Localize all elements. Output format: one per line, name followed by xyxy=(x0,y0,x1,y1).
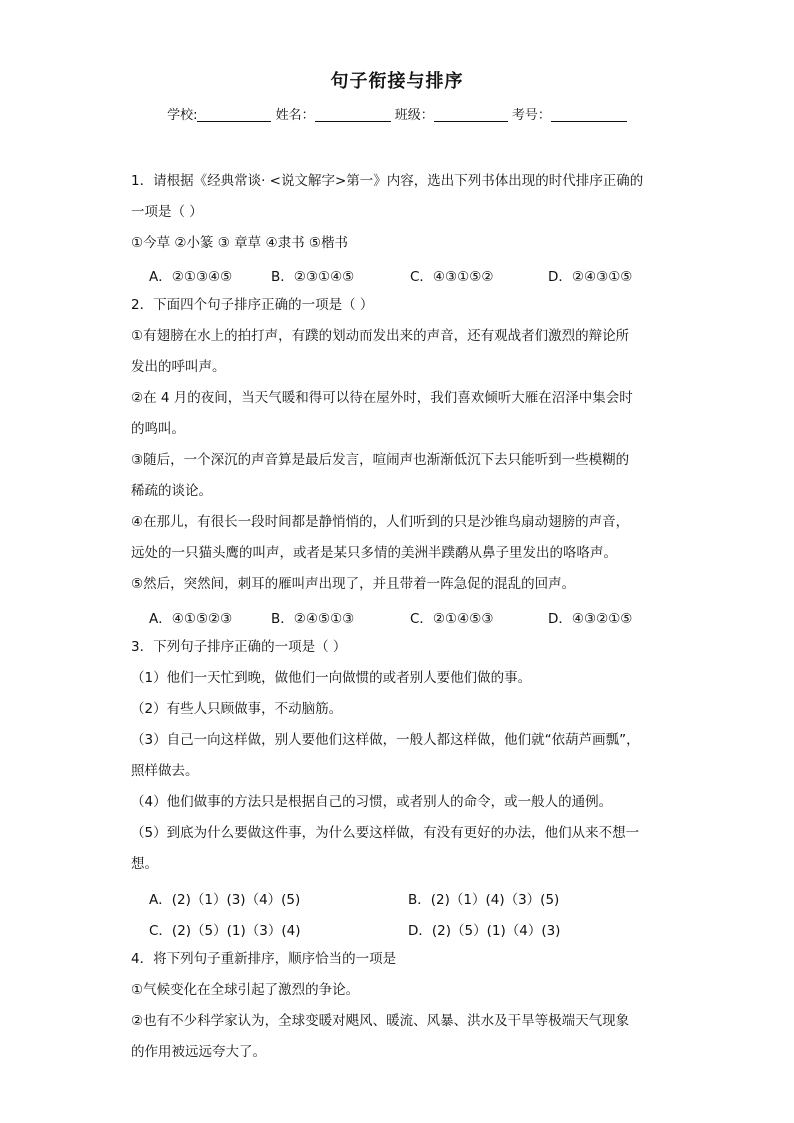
question-stem: 3．下列句子排序正确的一项是（ ） xyxy=(131,639,347,655)
sentence-2-cont: 的鸣叫。 xyxy=(131,421,185,437)
class-label: 班级： xyxy=(394,108,434,123)
option-a[interactable]: A．(2)（1）(3)（4）(5) xyxy=(149,892,301,908)
school-blank[interactable] xyxy=(197,107,271,122)
school-label: 学校: xyxy=(167,108,198,123)
sentence-5: ⑤然后，突然间，刺耳的雁叫声出现了，并且带着一阵急促的混乱的回声。 xyxy=(131,576,576,592)
sentence-2-cont: 的作用被远远夸大了。 xyxy=(131,1044,266,1060)
question-3 xyxy=(131,632,661,880)
name-blank[interactable] xyxy=(315,107,391,122)
sentence-2: ②也有不少科学家认为，全球变暖对飓风、暖流、风暴、洪水及干旱等极端天气现象 xyxy=(131,1013,630,1029)
question-1 xyxy=(131,166,661,259)
option-b[interactable]: B．②③①④⑤ xyxy=(271,269,355,285)
sentence-3-cont: 照样做去。 xyxy=(131,763,199,779)
student-info-line xyxy=(0,104,794,123)
option-b[interactable]: B．(2)（1）(4)（3）(5) xyxy=(408,892,560,908)
sentence-2: ②在 4 月的夜间，当天气暖和得可以待在屋外时，我们喜欢倾听大雁在沼泽中集会时 xyxy=(131,390,633,406)
question-stem: 4．将下列句子重新排序，顺序恰当的一项是 xyxy=(131,951,397,967)
question-2 xyxy=(131,290,661,600)
sentence-3: ③随后，一个深沉的声音算是最后发言，喧闹声也渐渐低沉下去只能听到一些模糊的 xyxy=(131,452,630,468)
option-a[interactable]: A．②①③④⑤ xyxy=(149,269,233,285)
exam-no-label: 考号： xyxy=(511,108,551,123)
option-c[interactable]: C．④③①⑤② xyxy=(410,269,494,285)
question-items: ①今草 ②小篆 ③ 章草 ④隶书 ⑤楷书 xyxy=(131,235,348,251)
class-blank[interactable] xyxy=(434,107,508,122)
option-b[interactable]: B．②④⑤①③ xyxy=(271,611,355,627)
question-stem: 2．下面四个句子排序正确的一项是（ ） xyxy=(131,297,374,313)
sentence-1: ①有翅膀在水上的拍打声，有蹼的划动而发出来的声音，还有观战者们激烈的辩论所 xyxy=(131,328,630,344)
sentence-4: （4）他们做事的方法只是根据自己的习惯，或者别人的命令，或一般人的通例。 xyxy=(131,794,613,810)
sentence-4: ④在那儿，有很长一段时间都是静悄悄的，人们听到的只是沙锥鸟扇动翅膀的声音， xyxy=(131,514,630,530)
sentence-5: （5）到底为什么要做这件事，为什么要这样做，有没有更好的办法，他们从来不想一 xyxy=(131,825,640,841)
sentence-3: （3）自己一向这样做，别人要他们这样做，一般人都这样做，他们就“依葫芦画瓢”， xyxy=(131,732,640,748)
sentence-1: （1）他们一天忙到晚，做他们一向做惯的或者别人要他们做的事。 xyxy=(131,670,532,686)
sentence-2: （2）有些人只顾做事，不动脑筋。 xyxy=(131,701,343,717)
sentence-4-cont: 远处的一只猫头鹰的叫声，或者是某只多情的美洲半蹼鹬从鼻子里发出的咯咯声。 xyxy=(131,545,617,561)
option-d[interactable]: D．(2)（5）(1)（4）(3) xyxy=(408,923,561,939)
option-c[interactable]: C．②①④⑤③ xyxy=(410,611,494,627)
question-stem: 1．请根据《经典常谈· <说文解字>第一》内容，选出下列书体出现的时代排序正确的 xyxy=(131,173,644,189)
exam-no-blank[interactable] xyxy=(551,107,627,122)
option-a[interactable]: A．④①⑤②③ xyxy=(149,611,233,627)
question-4 xyxy=(131,944,661,1068)
sentence-1: ①气候变化在全球引起了激烈的争论。 xyxy=(131,982,360,998)
sentence-5-cont: 想。 xyxy=(131,856,158,872)
sentence-3-cont: 稀疏的谈论。 xyxy=(131,483,212,499)
name-label: 姓名： xyxy=(275,108,315,123)
option-d[interactable]: D．②④③①⑤ xyxy=(548,269,633,285)
sentence-1-cont: 发出的呼叫声。 xyxy=(131,359,226,375)
page-title: 句子衔接与排序 xyxy=(330,71,464,92)
option-d[interactable]: D．④③②①⑤ xyxy=(548,611,633,627)
option-c[interactable]: C．(2)（5）(1)（3）(4) xyxy=(149,923,301,939)
question-stem: 一项是（ ） xyxy=(131,204,203,220)
